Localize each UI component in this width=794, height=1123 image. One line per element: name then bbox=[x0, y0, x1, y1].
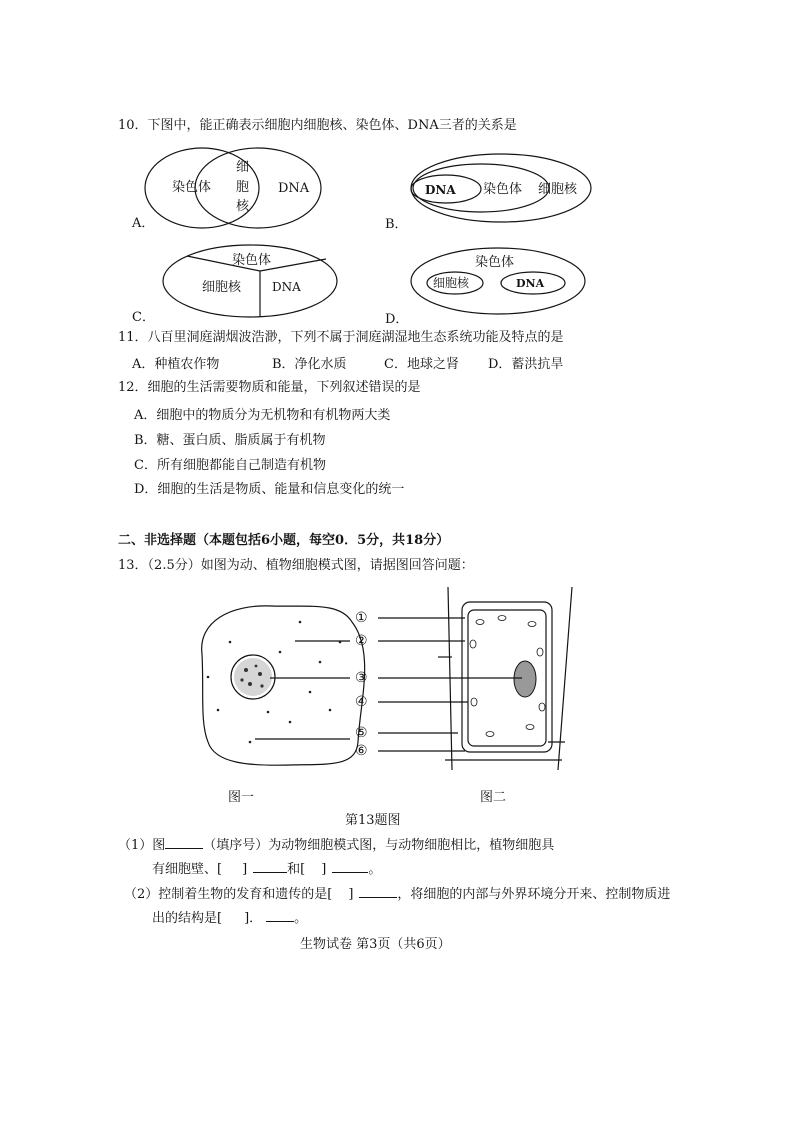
q13-p1-blank-1[interactable] bbox=[165, 848, 203, 849]
q13-p2-c: ，将细胞的内部与外界环境分开来、控制物质进 bbox=[397, 887, 671, 902]
q11-stem: 11．八百里洞庭湖烟波浩渺，下列不属于洞庭湖湿地生态系统功能及特点的是 bbox=[118, 330, 564, 345]
fig1-label: 图一 bbox=[228, 790, 255, 805]
q10-a-option-label: A． bbox=[132, 216, 155, 231]
q12-option-a: A．细胞中的物质分为无机物和有机物两大类 bbox=[134, 408, 391, 423]
q10-a-mid-label-2: 胞 bbox=[236, 180, 250, 195]
q13-p1-d: ] bbox=[242, 862, 248, 877]
q12-option-c: C．所有细胞都能自己制造有机物 bbox=[134, 458, 326, 473]
q13-p1-c: 有细胞壁、[ bbox=[152, 862, 223, 877]
q12-stem: 12．细胞的生活需要物质和能量，下列叙述错误的是 bbox=[118, 380, 421, 395]
marker-4: ④ bbox=[355, 694, 368, 710]
q13-p2-d: 出的结构是[ bbox=[152, 911, 223, 926]
q13-part1-line1 bbox=[118, 838, 554, 854]
q12-option-b: B．糖、蛋白质、脂质属于有机物 bbox=[134, 433, 326, 448]
q13-p2-e: ]． bbox=[244, 911, 263, 926]
fig-caption: 第13题图 bbox=[345, 813, 401, 828]
q10-a-mid-label-3: 核 bbox=[236, 199, 250, 214]
q13-p1-blank-3[interactable] bbox=[332, 872, 368, 873]
q10-d-inner2-label: DNA bbox=[516, 277, 545, 290]
q13-p2-f: 。 bbox=[294, 911, 308, 926]
q11-option-d: D．蓄洪抗旱 bbox=[488, 357, 564, 372]
marker-6: ⑥ bbox=[355, 743, 368, 759]
animal-cell bbox=[202, 606, 365, 765]
q12-option-d: D．细胞的生活是物质、能量和信息变化的统一 bbox=[134, 482, 405, 497]
q10-d-outer-label: 染色体 bbox=[475, 255, 515, 270]
marker-5: ⑤ bbox=[355, 725, 368, 741]
q10-b-outer-label: 细胞核 bbox=[538, 182, 578, 197]
q10-option-c-diagram bbox=[130, 243, 350, 325]
fig2-label: 图二 bbox=[480, 790, 507, 805]
q10-b-option-label: B． bbox=[385, 217, 408, 232]
page-footer: 生物试卷 第3页（共6页） bbox=[300, 937, 451, 952]
q10-a-mid-label-1: 细 bbox=[236, 160, 250, 175]
q11-option-a: A．种植农作物 bbox=[132, 357, 220, 372]
q13-p1-b: （填序号）为动物细胞模式图，与动物细胞相比，植物细胞具 bbox=[203, 838, 555, 853]
q13-p1-e: 和[ bbox=[287, 862, 306, 877]
q13-p2-a: （2）控制着生物的发育和遗传的是[ bbox=[124, 887, 333, 902]
q10-option-a-diagram bbox=[130, 145, 350, 235]
q13-p2-blank-2[interactable] bbox=[266, 921, 294, 922]
q13-stem: 13．（2.5分）如图为动、植物细胞模式图，请据图回答问题： bbox=[118, 558, 474, 573]
q13-cell-diagram bbox=[190, 582, 580, 782]
q13-part1-line2 bbox=[152, 862, 381, 878]
q11-option-b: B．净化水质 bbox=[272, 357, 347, 372]
section2-title: 二、非选择题（本题包括6小题，每空0．5分，共18分） bbox=[118, 533, 450, 548]
q10-option-b-diagram bbox=[383, 148, 603, 236]
q13-part2-line2 bbox=[152, 911, 307, 927]
q10-a-right-label: DNA bbox=[278, 181, 310, 196]
q13-p1-blank-2[interactable] bbox=[253, 872, 287, 873]
q10-b-middle-label: 染色体 bbox=[483, 182, 523, 197]
q13-p1-g: 。 bbox=[368, 862, 382, 877]
q10-b-inner-label: DNA bbox=[425, 183, 456, 197]
q13-p2-b: ] bbox=[348, 887, 354, 902]
q10-c-left-label: 细胞核 bbox=[202, 280, 242, 295]
q10-c-right-label: DNA bbox=[272, 280, 301, 294]
q10-d-inner1-label: 细胞核 bbox=[433, 276, 470, 290]
q10-c-top-label: 染色体 bbox=[232, 253, 272, 268]
q11-option-c: C．地球之肾 bbox=[384, 357, 459, 372]
marker-2: ② bbox=[355, 633, 368, 649]
q10-c-option-label: C． bbox=[132, 310, 155, 325]
q10-a-left-label: 染色体 bbox=[172, 180, 212, 195]
marker-leader-lines bbox=[255, 618, 522, 751]
q10-d-option-label: D． bbox=[385, 312, 409, 326]
marker-1: ① bbox=[355, 610, 368, 626]
q10-option-d-diagram bbox=[383, 246, 603, 326]
q10-stem: 10．下图中，能正确表示细胞内细胞核、染色体、DNA三者的关系是 bbox=[118, 118, 517, 133]
q13-p1-f: ] bbox=[321, 862, 327, 877]
q13-part2-line1 bbox=[124, 887, 670, 903]
q13-p2-blank-1[interactable] bbox=[359, 897, 397, 898]
q13-p1-a: （1）图 bbox=[118, 838, 166, 853]
marker-3: ③ bbox=[355, 670, 368, 686]
